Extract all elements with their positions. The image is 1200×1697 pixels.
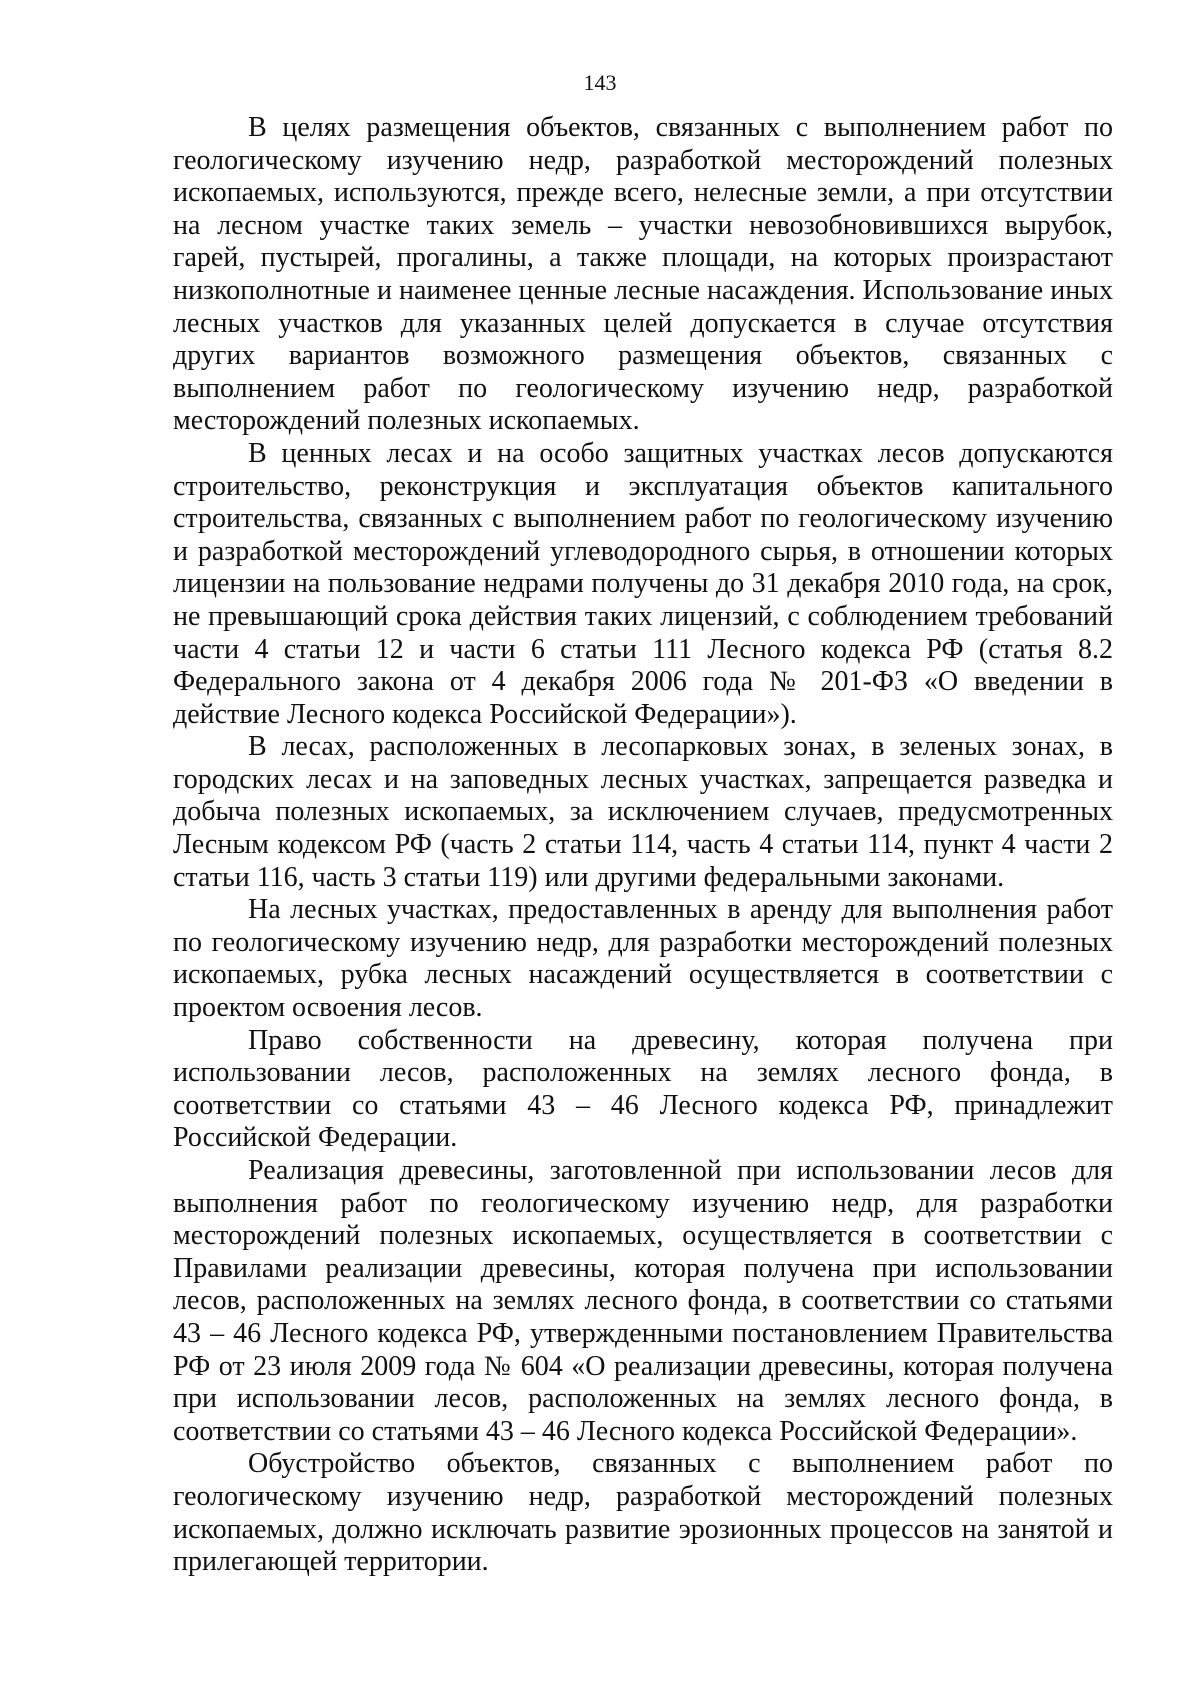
paragraph-forest-park-zones: В лесах, расположенных в лесопарковых зонах, в зеленых зонах, в городских лесах и на заповедных лесных участках, запрещается разведка и добыча полезных ископаемых, за исключением случаев, предусмотренных Лесным кодексом РФ (часть 2 статьи 114, часть 4 статьи 114, пункт 4 части 2 статьи 116, часть 3 статьи 119) или другими федеральными законами. (173, 731, 1113, 893)
paragraph-placement-of-objects: В целях размещения объектов, связанных с выполнением работ по геологическому изучению недр, разработкой месторождений полезных ископаемых, используются, прежде всего, нелесные земли, а при отсутствии на лесном участке таких земель – участки невозобновившихся вырубок, гарей, пустырей, прогалины, а также площади, на которых произрастают низкополнотные и наименее ценные лесные насаждения. Использование иных лесных участков для указанных целей допускается в случае отсутствия других вариантов возможного размещения объектов, связанных с выполнением работ по геологическому изучению недр, разработкой месторождений полезных ископаемых. (173, 112, 1113, 437)
paragraph-erosion-prevention: Обустройство объектов, связанных с выполнением работ по геологическому изучению недр, разработкой месторождений полезных ископаемых, должно исключать развитие эрозионных процессов на занятой и прилегающей территории. (173, 1448, 1113, 1578)
paragraph-timber-sale: Реализация древесины, заготовленной при использовании лесов для выполнения работ по геологическому изучению недр, для разработки месторождений полезных ископаемых, осуществляется в соответствии с Правилами реализации древесины, которая получена при использовании лесов, расположенных на землях лесного фонда, в соответствии со статьями 43 – 46 Лесного кодекса РФ, утвержденными постановлением Правительства РФ от 23 июля 2009 года № 604 «О реализации древесины, которая получена при использовании лесов, расположенных на землях лесного фонда, в соответствии со статьями 43 – 46 Лесного кодекса Российской Федерации». (173, 1155, 1113, 1447)
document-body (173, 112, 1113, 1579)
paragraph-valuable-forests: В ценных лесах и на особо защитных участках лесов допускаются строительство, реконструкция и эксплуатация объектов капитального строительства, связанных с выполнением работ по геологическому изучению и разработкой месторождений углеводородного сырья, в отношении которых лицензии на пользование недрами получены до 31 декабря 2010 года, на срок, не превышающий срока действия таких лицензий, с соблюдением требований части 4 статьи 12 и части 6 статьи 111 Лесного кодекса РФ (статья 8.2 Федерального закона от 4 декабря 2006 года № 201-ФЗ «О введении в действие Лесного кодекса Российской Федерации»). (173, 437, 1113, 730)
paragraph-leased-forest-plots: На лесных участках, предоставленных в аренду для выполнения работ по геологическому изучению недр, для разработки месторождений полезных ископаемых, рубка лесных насаждений осуществляется в соответствии с проектом освоения лесов. (173, 894, 1113, 1024)
page-number: 143 (583, 70, 617, 95)
paragraph-timber-ownership: Право собственности на древесину, которая получена при использовании лесов, расположенных на землях лесного фонда, в соответствии со статьями 43 – 46 Лесного кодекса РФ, принадлежит Российской Федерации. (173, 1024, 1113, 1154)
